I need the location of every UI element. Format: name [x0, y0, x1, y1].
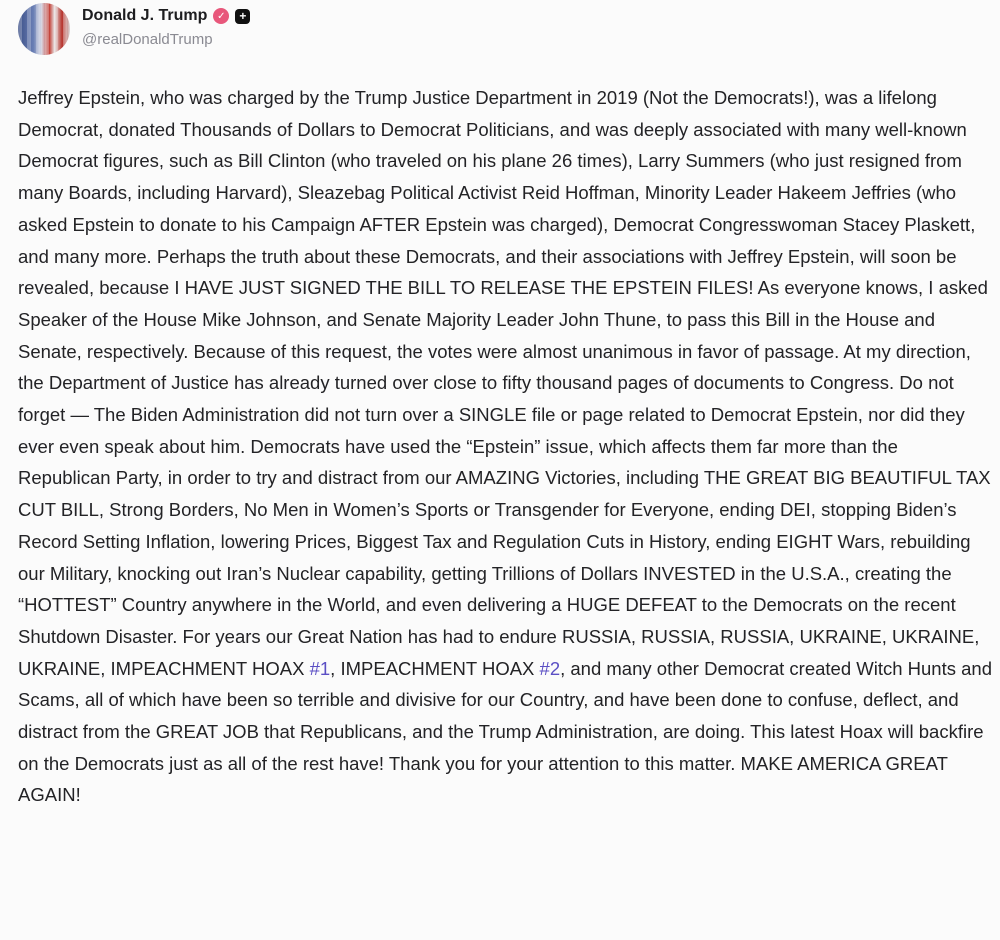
post-header	[18, 3, 250, 55]
name-row	[82, 7, 250, 25]
display-name[interactable]: Donald J. Trump	[82, 7, 208, 24]
post-body	[18, 82, 993, 811]
plus-icon: +	[235, 9, 250, 24]
post-text-part: Jeffrey Epstein, who was charged by the Trump Justice Department in 2019 (Not the Democrats!), was a lifelong Democrat, donated Thousands of Dollars to Democrat Politicians, and was deeply associated with many well-known Democrat figures, such as Bill Clinton (who traveled on his plane 26 times), Larry Summers (who just resigned from many Boards, including Harvard), Sleazebag Political Activist Reid Hoffman, Minority Leader Hakeem Jeffries (who asked Epstein to donate to his Campaign AFTER Epstein was charged), Democrat Congresswoman Stacey Plaskett, and many more. Perhaps the truth about these Democrats, and their associations with Jeffrey Epstein, will soon be revealed, because I HAVE JUST SIGNED THE BILL TO RELEASE THE EPSTEIN FILES! As everyone knows, I asked Speaker of the House Mike Johnson, and Senate Majority Leader John Thune, to pass this Bill in the House and Senate, respectively. Because of this request, the votes were almost unanimous in favor of passage. At my direction, the Department of Justice has already turned over close to fifty thousand pages of documents to Congress. Do not forget — The Biden Administration did not turn over a SINGLE file or page related to Democrat Epstein, nor did they ever even speak about him. Democrats have used the “Epstein” issue, which affects them far more than the Republican Party, in order to try and distract from our AMAZING Victories, including THE GREAT BIG BEAUTIFUL TAX CUT BILL, Strong Borders, No Men in Women’s Sports or Transgender for Everyone, ending DEI, stopping Biden’s Record Setting Inflation, lowering Prices, Biggest Tax and Regulation Cuts in History, ending EIGHT Wars, rebuilding our Military, knocking out Iran’s Nuclear capability, getting Trillions of Dollars INVESTED in the U.S.A., creating the “HOTTEST” Country anywhere in the World, and even delivering a HUGE DEFEAT to the Democrats on the recent Shutdown Disaster. For years our Great Nation has had to endure RUSSIA, RUSSIA, RUSSIA, UKRAINE, UKRAINE, UKRAINE, IMPEACHMENT HOAX	[18, 87, 991, 679]
post-text-part: , and many other Democrat created Witch Hunts and Scams, all of which have been so terrible and divisive for our Country, and have been done to confuse, deflect, and distract from the GREAT JOB that Republicans, and the Trump Administration, are doing. This latest Hoax will backfire on the Democrats just as all of the rest have! Thank you for your attention to this matter. MAKE AMERICA GREAT AGAIN!	[18, 657, 992, 806]
author-info	[82, 7, 250, 48]
post-text	[18, 82, 993, 811]
hashtag-link[interactable]: #1	[309, 657, 331, 679]
post-text-part: , IMPEACHMENT HOAX	[330, 657, 540, 679]
user-handle[interactable]: @realDonaldTrump	[82, 31, 213, 48]
hashtag-link[interactable]: #2	[539, 657, 561, 679]
verified-badge-icon: ✓	[213, 8, 229, 24]
avatar[interactable]	[18, 3, 70, 55]
